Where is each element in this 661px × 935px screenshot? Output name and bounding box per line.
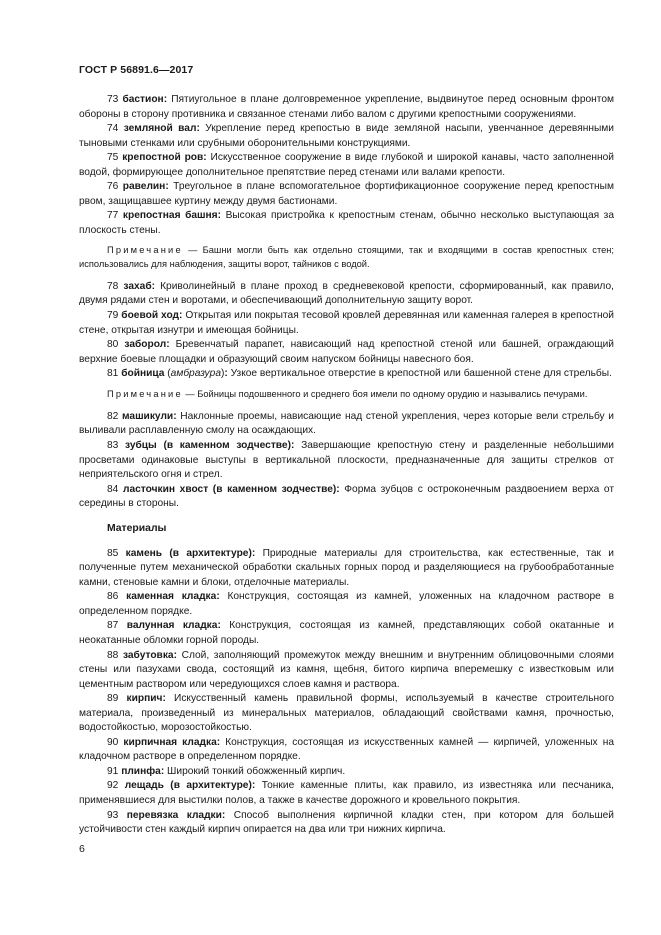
term-definition: Бревенчатый парапет, нависающий над крепостной стеной или башней, ограждающий верхние боевые площадки и образующий своим напуском бойницы навесного боя. [79,339,614,365]
term-definition: Слой, заполняющий промежуток между внешним и внутренним облицовочными слоями стены или пазухами свода, состоящий из камня, щебня, битого кирпича вперемешку с известковым или цементным раствором или чередующихся слоев камня и раствора. [79,649,614,690]
note-label: Примечание [107,388,183,399]
term-name: ласточкин хвост (в каменном зодчестве) [122,483,337,495]
term-entry: 74 земляной вал: Укрепление перед крепостью в виде земляной насыпи, увенчанное деревянными тыновыми стенками или срубными оборонительными конструкциями. [79,123,614,149]
term-name: заборол [124,339,167,351]
terms-block-fortification-1 [79,93,614,238]
term-definition: Искусственный камень правильной формы, используемый в качестве строительного материала, произведенный из минеральных материалов, обладающий свойствами камня, прочностью, водостойкостью, морозостойкостью. [79,693,614,734]
term-entry: 80 заборол: Бревенчатый парапет, нависающий над крепостной стеной или башней, ограждающий верхние боевые площадки и образующий своим напуском бойницы навесного боя. [79,339,614,365]
note-text: — Башни могли быть как отдельно стоящими, так и входящими в состав крепостных стен; использовались для наблюдения, защиты ворот, тайников с водой. [79,245,614,269]
term-definition: Узкое вертикальное отверстие в крепостной или башенной стене для стрельбы. [227,368,612,380]
term-name: боевой ход [121,309,180,321]
term-number: 93 [107,809,119,821]
term-definition: Способ выполнения кирпичной кладки стен, при котором для большей устойчивости стен каждый кирпич опирается на два или три нижних кирпича. [79,809,614,836]
term-definition: Наклонные проемы, нависающие над стеной укрепления, через которые вели стрельбу и выливали расплавленную смолу на осаждающих. [79,410,614,437]
term-entry: 81 бойница (амбразура): Узкое вертикальное отверстие в крепостной или башенной стене для стрельбы. [107,368,612,380]
term-definition: Природные материалы для строительства, как естественные, так и полученные путем механической обработки скальных горных пород и разделяющиеся на грубообработанные камни, стеновые камни и блоки, отделочные материалы. [79,547,614,588]
term-name: захаб [123,280,152,292]
note-embrasures [79,388,614,401]
note-towers [79,244,614,270]
term-entry: 89 кирпич: Искусственный камень правильной формы, используемый в качестве строительного материала, произведенный из минеральных материалов, обладающий свойствами камня, прочностью, водостойкостью, морозостойкостью. [79,693,614,734]
section-title-materials: Материалы [107,522,167,534]
term-definition: Открытая или покрытая тесовой кровлей деревянная или каменная галерея в крепостной стене, открытая изнутри и имеющая бойницы. [79,309,615,336]
term-number: 77 [107,210,119,222]
term-entry: 73 бастион: Пятиугольное в плане долговременное укрепление, выдвинутое перед основным фронтом обороны в сторону противника и связанное стенами либо валом с другими крепостными сооружениями. [79,94,614,120]
term-name: бастион [122,94,164,105]
term-name: крепостная башня [122,210,218,222]
term-definition: Широкий тонкий обожженный кирпич. [164,765,346,777]
term-definition: Конструкция, состоящая из искусственных камней — кирпичей, уложенных на кладочном растворе в определенном порядке. [79,736,614,763]
term-definition: Укрепление перед крепостью в виде земляной насыпи, увенчанное деревянными тыновыми стенками или срубными оборонительными конструкциями. [79,123,614,149]
term-name: земляной вал [123,123,197,135]
term-name: лещадь (в архитектуре) [124,780,252,792]
term-name: зубцы (в каменном зодчестве) [125,440,291,451]
term-entry: 82 машикули: Наклонные проемы, нависающие над стеной укрепления, через которые вели стрельбу и выливали расплавленную смолу на осаждающих. [79,410,614,437]
term-number: 75 [107,152,119,164]
term-name: машикули [122,410,174,422]
term-definition: Криволинейный в плане проход в средневековой крепости, сформированный, как правило, двумя рядами стен и воротами, и обеспечивающий дополнительную защиту ворот. [79,280,614,307]
term-name: валунная кладка [126,620,218,632]
term-entry: 84 ласточкин хвост (в каменном зодчестве): Форма зубцов с остроконечным раздвоением верха от середины в стороны. [79,483,614,510]
term-definition: Завершающие крепостную стену и разделенные небольшими просветами одинаковые выступы в вертикальной плоскости, предназначенные для защиты стрелков от неприятельского огня и стрел. [79,440,614,481]
note-text: — Бойницы подошвенного и среднего боя имели по одному орудию и назывались печурами. [182,388,588,399]
terms-block-materials [79,547,614,838]
term-number: 83 [107,440,119,451]
term-number: 85 [107,547,119,559]
term-number: 86 [107,591,119,603]
term-definition: Искусственное сооружение в виде глубокой и широкой канавы, часто заполненной водой, формирующее дополнительное препятствие перед стенами или валами крепости. [79,152,614,178]
term-name: равелин [122,181,166,193]
term-number: 84 [107,483,119,495]
term-entry: 91 плинфа: Широкий тонкий обожженный кирпич. [107,765,346,777]
term-number: 90 [107,736,119,748]
term-name: перевязка кладки [126,809,222,821]
term-number: 91 [107,765,119,777]
term-name: плинфа [121,765,161,777]
term-entry: 85 камень (в архитектуре): Природные материалы для строительства, как естественные, так и полученные путем механической обработки скальных горных пород и разделяющиеся на грубообработанные камни, стеновые камни и блоки, отделочные материалы. [79,547,614,588]
term-number: 92 [107,780,119,792]
term-entry: 79 боевой ход: Открытая или покрытая тесовой кровлей деревянная или каменная галерея в крепостной стене, открытая изнутри и имеющая бойницы. [79,309,615,336]
term-definition: Тонкие каменные плиты, как правило, из известняка или песчаника, применявшиеся для выстилки полов, а также в качестве дорожного и кровельного покрытия. [79,780,614,807]
term-number: 81 [107,368,119,380]
term-number: 87 [107,620,119,632]
term-name: крепостной ров [122,152,204,164]
note-label: Примечание [107,245,183,256]
term-name: кирпич [126,693,163,705]
term-entry: 90 кирпичная кладка: Конструкция, состоящая из искусственных камней — кирпичей, уложенных на кладочном растворе в определенном порядке. [79,736,614,763]
terms-block-fortification-2 [79,280,614,382]
term-entry: 83 зубцы (в каменном зодчестве): Завершающие крепостную стену и разделенные небольшими просветами одинаковые выступы в вертикальной плоскости, предназначенные для защиты стрелков от неприятельского огня и стрел. [79,440,614,481]
term-definition: Форма зубцов с остроконечным раздвоением верха от середины в стороны. [79,483,614,510]
term-number: 73 [107,94,119,105]
term-entry: 77 крепостная башня: Высокая пристройка к крепостным стенам, обычно несколько выступающая за плоскость стены. [79,210,614,236]
page-number: 6 [79,843,85,855]
term-number: 80 [107,339,119,351]
term-number: 88 [107,649,119,661]
term-entry: 78 захаб: Криволинейный в плане проход в средневековой крепости, сформированный, как правило, двумя рядами стен и воротами, и обеспечивающий дополнительную защиту ворот. [79,280,614,307]
term-number: 82 [107,410,119,422]
term-definition: Высокая пристройка к крепостным стенам, обычно несколько выступающая за плоскость стены. [79,210,614,236]
document-body [79,93,614,838]
term-number: 78 [107,280,119,292]
term-name: каменная кладка [126,591,217,603]
term-entry: 76 равелин: Треугольное в плане вспомогательное фортификационное сооружение перед крепостным рвом, защищавшее куртину между двумя бастионами. [79,181,614,207]
term-number: 79 [107,309,119,321]
term-entry: 88 забутовка: Слой, заполняющий промежуток между внешним и внутренним облицовочными слоями стены или пазухами свода, состоящий из камня, щебня, битого кирпича вперемешку с известковым или цементным раствором или чередующихся слоев камня и раствора. [79,649,614,690]
term-entry: 92 лещадь (в архитектуре): Тонкие каменные плиты, как правило, из известняка или песчаника, применявшиеся для выстилки полов, а также в качестве дорожного и кровельного покрытия. [79,780,614,807]
term-name: забутовка [122,649,174,661]
term-number: 89 [107,693,119,705]
term-number: 76 [107,181,119,193]
term-definition: Пятиугольное в плане долговременное укрепление, выдвинутое перед основным фронтом обороны в сторону противника и связанное стенами либо валом с другими крепостными сооружениями. [79,94,614,120]
term-definition: Треугольное в плане вспомогательное фортификационное сооружение перед крепостным рвом, защищавшее куртину между двумя бастионами. [79,181,614,207]
term-name: бойница [121,368,165,380]
term-name: камень (в архитектуре) [125,547,252,559]
term-entry: 93 перевязка кладки: Способ выполнения кирпичной кладки стен, при котором для большей устойчивости стен каждый кирпич опирается на два или три нижних кирпича. [79,809,614,836]
document-header: ГОСТ Р 56891.6—2017 [79,64,194,76]
terms-block-fortification-3 [79,410,614,512]
term-entry: 87 валунная кладка: Конструкция, состоящая из камней, представляющих собой окатанные и неокатанные обломки горной породы. [79,620,614,647]
term-name: кирпичная кладка [123,736,217,748]
term-definition: Конструкция, состоящая из камней, представляющих собой окатанные и неокатанные обломки горной породы. [79,620,614,647]
term-definition: Конструкция, состоящая из камней, уложенных на кладочном растворе в определенном порядке. [79,591,614,617]
term-number: 74 [107,123,119,135]
term-synonym: амбразура [170,368,221,380]
term-entry: 75 крепостной ров: Искусственное сооружение в виде глубокой и широкой канавы, часто заполненной водой, формирующее дополнительное препятствие перед стенами или валами крепости. [79,152,614,178]
term-entry: 86 каменная кладка: Конструкция, состоящая из камней, уложенных на кладочном растворе в определенном порядке. [79,591,614,617]
